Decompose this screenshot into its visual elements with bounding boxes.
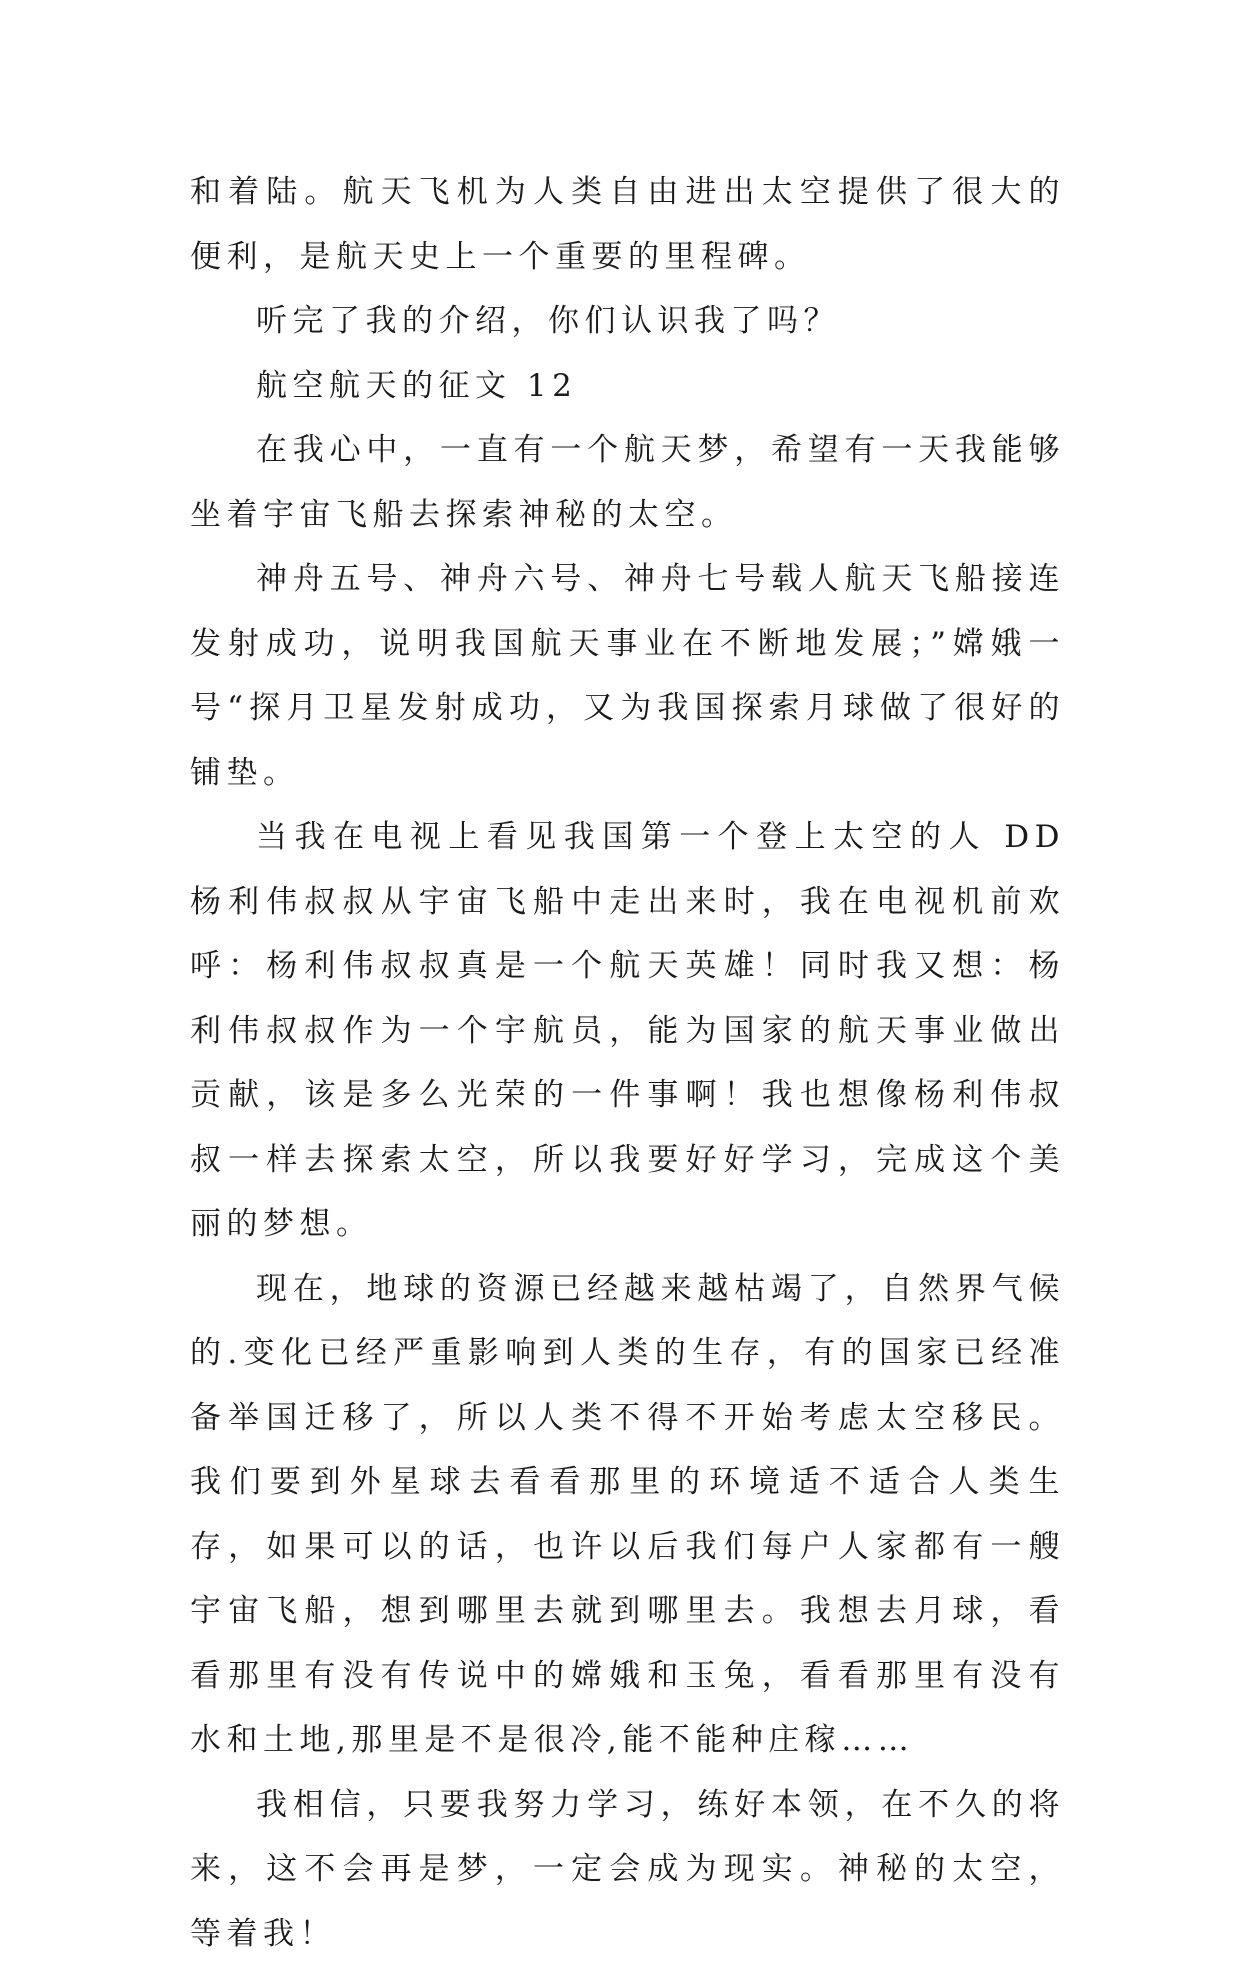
paragraph-8: 我相信，只要我努力学习，练好本领，在不久的将来，这不会再是梦，一定会成为现实。神秘的太空，等着我！ bbox=[190, 1773, 1065, 1966]
paragraph-1: 和着陆。航天飞机为人类自由进出太空提供了很大的便利，是航天史上一个重要的里程碑。 bbox=[190, 160, 1065, 289]
paragraph-7: 现在，地球的资源已经越来越枯竭了，自然界气候的.变化已经严重影响到人类的生存，有的国家已经准备举国迁移了，所以人类不得不开始考虑太空移民。我们要到外星球去看看那里的环境适不适合人类生存，如果可以的话，也许以后我们每户人家都有一艘宇宙飞船，想到哪里去就到哪里去。我想去月球，看看那里有没有传说中的嫦娥和玉兔，看看那里有没有水和土地,那里是不是很冷,能不能种庄稼…… bbox=[190, 1257, 1065, 1773]
essay-heading: 航空航天的征文 12 bbox=[190, 354, 1065, 419]
paragraph-4: 在我心中，一直有一个航天梦，希望有一天我能够坐着宇宙飞船去探索神秘的太空。 bbox=[190, 418, 1065, 547]
paragraph-2: 听完了我的介绍，你们认识我了吗？ bbox=[190, 289, 1065, 354]
paragraph-6: 当我在电视上看见我国第一个登上太空的人 DD 杨利伟叔叔从宇宙飞船中走出来时，我在电视机前欢呼：杨利伟叔叔真是一个航天英雄！同时我又想：杨利伟叔叔作为一个宇航员，能为国家的航天事业做出贡献，该是多么光荣的一件事啊！我也想像杨利伟叔叔一样去探索太空，所以我要好好学习，完成这个美丽的梦想。 bbox=[190, 805, 1065, 1257]
document-body bbox=[190, 160, 1065, 1966]
paragraph-5: 神舟五号、神舟六号、神舟七号载人航天飞船接连发射成功，说明我国航天事业在不断地发展；”嫦娥一号“探月卫星发射成功，又为我国探索月球做了很好的铺垫。 bbox=[190, 547, 1065, 805]
